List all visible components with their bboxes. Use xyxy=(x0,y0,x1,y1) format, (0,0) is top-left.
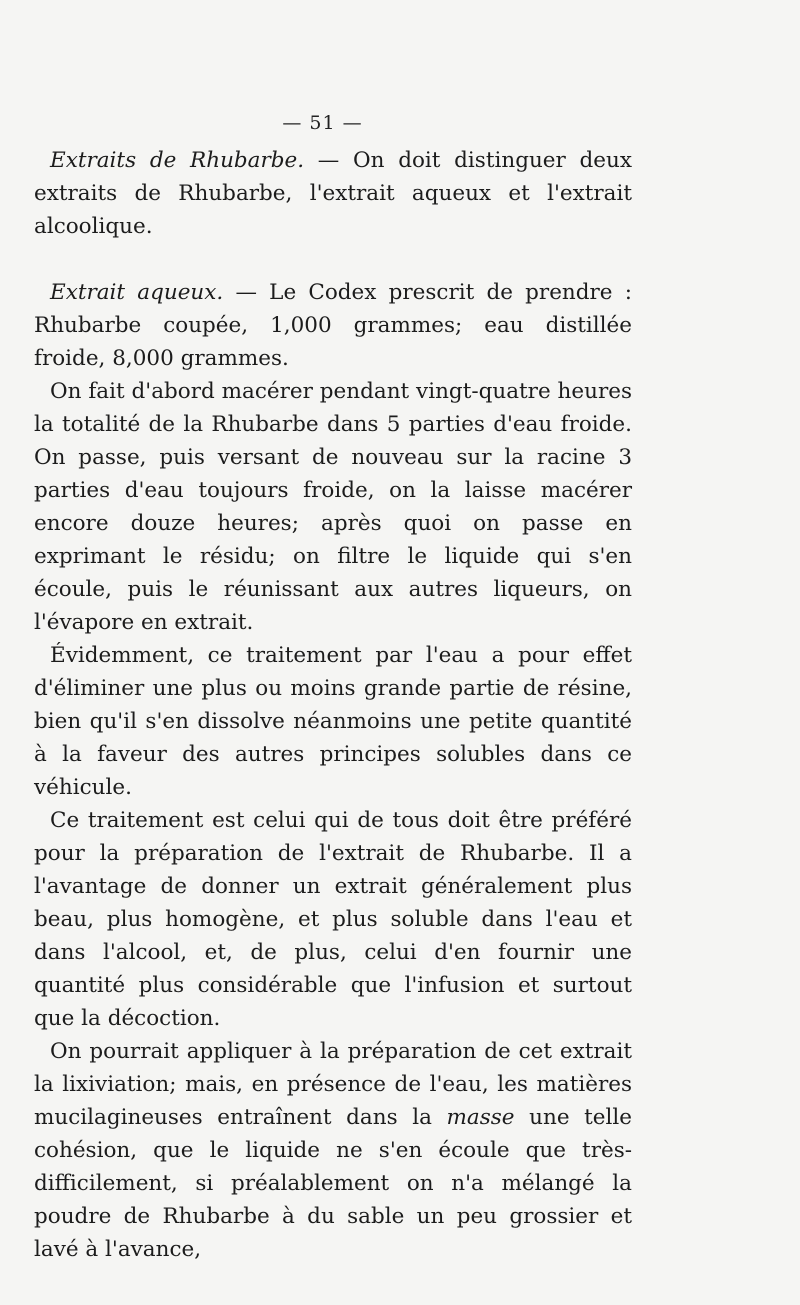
paragraph-lixiviation-start: On pourrait appliquer à la préparation de cet extrait la lixiviation; mais, en présence de l'eau, les matières mucilagineuses entraînent dans la xyxy=(34,1039,632,1130)
heading-extraits-de-rhubarbe: Extraits de Rhubarbe. xyxy=(50,148,305,173)
paragraph-lixiviation-end: une telle cohésion, que le liquide ne s'en écoule que très-difficilement, si préalablement on n'a mélangé la poudre de Rhubarbe à du sable un peu grossier et lavé à l'avance, xyxy=(34,1105,632,1262)
paragraph-lixiviation xyxy=(34,1035,632,1266)
paragraph-extraits-text: — On doit distinguer deux extraits de Rhubarbe, l'extrait aqueux et l'extrait alcoolique. xyxy=(34,148,632,239)
heading-extrait-aqueux: Extrait aqueux. xyxy=(50,280,224,305)
page-number: — 51 — xyxy=(282,112,363,134)
body-text xyxy=(34,144,632,1266)
paragraph-traitement: Ce traitement est celui qui de tous doit être préféré pour la préparation de l'extrait de Rhubarbe. Il a l'avantage de donner un extrait généralement plus beau, plus homogène, et plus soluble dans l'eau et dans l'alcool, et, de plus, celui d'en fournir une quantité plus considérable que l'infusion et surtout que la décoction. xyxy=(34,808,632,1031)
paragraph-extrait-aqueux xyxy=(34,276,632,375)
paragraph-evidemment: Évidemment, ce traitement par l'eau a pour effet d'éliminer une plus ou moins grande partie de résine, bien qu'il s'en dissolve néanmoins une petite quantité à la faveur des autres principes solubles dans ce véhicule. xyxy=(34,643,632,800)
emphasis-masse: masse xyxy=(446,1105,515,1130)
paragraph-maceration: On fait d'abord macérer pendant vingt-quatre heures la totalité de la Rhubarbe dans 5 parties d'eau froide. On passe, puis versant de nouveau sur la racine 3 parties d'eau toujours froide, on la laisse macérer encore douze heures; après quoi on passe en exprimant le résidu; on filtre le liquide qui s'en écoule, puis le réunissant aux autres liqueurs, on l'évapore en extrait. xyxy=(34,379,632,635)
paragraph-extraits xyxy=(34,144,632,243)
paragraph-extrait-aqueux-text: — Le Codex prescrit de prendre : Rhubarbe coupée, 1,000 grammes; eau distillée froide, 8,000 grammes. xyxy=(34,280,632,371)
